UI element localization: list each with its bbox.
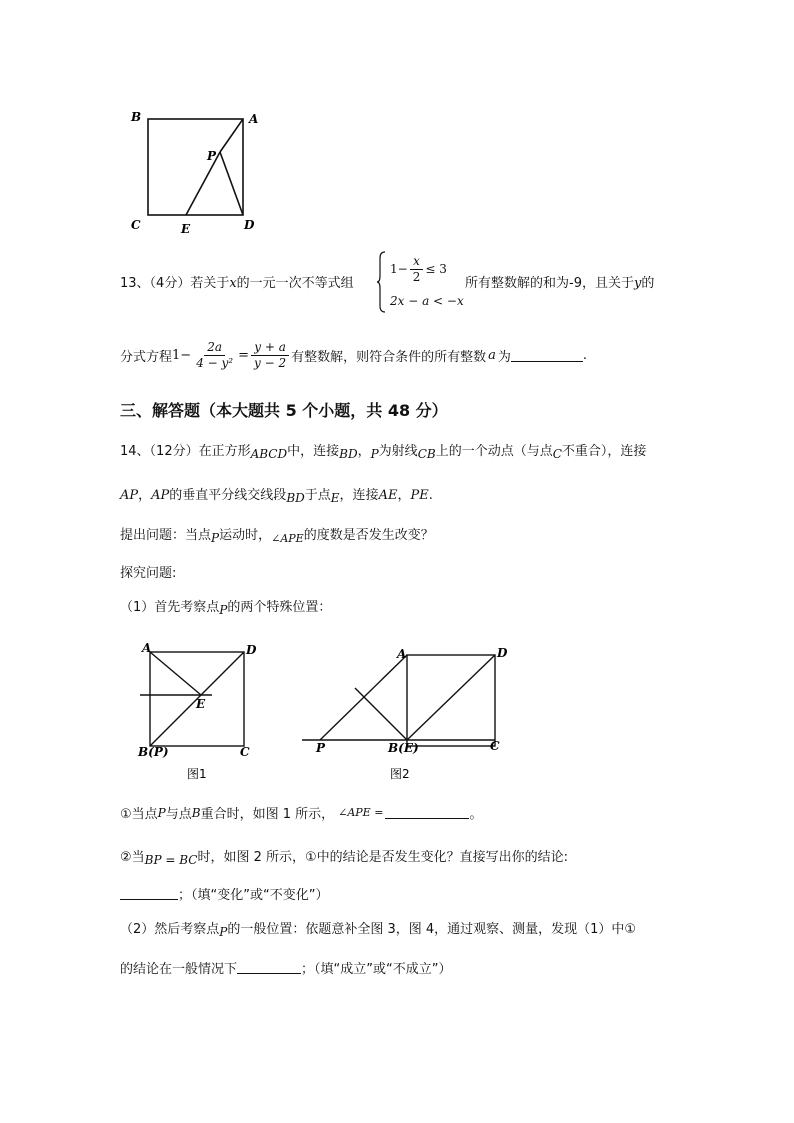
q13-line1-tail: 所有整数解的和为-9，且关于y的	[465, 276, 655, 291]
inequality-1: 1− $\frac{x}{2}$ ≤ 3	[390, 254, 447, 284]
q14-case2: ②当BP = BC时，如图 2 所示，①中的结论是否发生变化？直接写出你的结论:	[120, 850, 569, 867]
fig2-label-a: A	[397, 647, 407, 661]
q14-step2: （2）然后考察点P的一般位置：依题意补全图 3，图 4，通过观察、测量，发现（1）中①	[120, 922, 637, 939]
label-c: C	[131, 218, 141, 232]
q14-line1: 14、（12分）在正方形ABCD中，连接BD，P为射线CB上的一个动点（与点C不重合），连接	[120, 444, 647, 461]
fig2-label-be: B(E)	[388, 741, 419, 755]
answer-blank-change[interactable]	[120, 887, 178, 900]
fig1-caption: 图1	[187, 767, 207, 781]
inequality-2: 2x − a < −x	[390, 294, 464, 308]
fig1-label-a: A	[142, 641, 152, 655]
fig2-caption: 图2	[390, 767, 410, 781]
q14-line2: AP，AP的垂直平分线交线段BD于点E，连接AE，PE.	[120, 488, 433, 505]
q14-case2-answer: ；（填“变化”或“不变化”）	[120, 884, 328, 903]
fig2-label-c: C	[490, 739, 500, 753]
fig1-label-bp: B(P)	[138, 745, 169, 759]
answer-blank-angle[interactable]	[385, 806, 469, 819]
figure-square-bapd	[125, 105, 265, 235]
fig2-label-p: P	[316, 741, 326, 755]
brace-icon	[376, 250, 386, 314]
q13-line1: 13、（4分）若关于x的一元一次不等式组	[120, 276, 354, 291]
q14-step2-answer: 的结论在一般情况下 ；（填“成立”或“不成立”）	[120, 962, 452, 977]
q14-case1: ①当点 P 与点 B 重合时，如图 1 所示， ∠APE = 。	[120, 805, 483, 822]
label-b: B	[131, 110, 142, 124]
section-3-title: 三、解答题（本大题共 5 个小题，共 48 分）	[120, 401, 448, 420]
segment-pa	[220, 119, 243, 152]
fig1-label-c: C	[240, 745, 250, 759]
q14-step1: （1）首先考察点P的两个特殊位置：	[120, 600, 332, 617]
square-outline	[148, 119, 243, 215]
label-e: E	[181, 222, 191, 235]
label-p: P	[207, 149, 217, 163]
segment-pd	[220, 152, 243, 215]
fig1-segment-ae	[150, 652, 201, 695]
q14-explore: 探究问题:	[120, 566, 177, 581]
fig2-diagonal-bd	[407, 655, 495, 740]
answer-blank-q13[interactable]	[511, 349, 583, 362]
figure-1	[132, 640, 272, 785]
q14-question: 提出问题：当点P运动时，$_{\angle APE}$的度数是否发生改变？	[120, 528, 434, 545]
fig1-label-d: D	[246, 643, 257, 657]
fig2-label-d: D	[497, 646, 508, 660]
fig2-bisector	[355, 688, 407, 740]
fig1-label-e: E	[196, 697, 206, 711]
label-a: A	[249, 112, 259, 126]
q13-line2: 分式方程 1− $\frac{2a}{\text{4 − y²}}$ = $\frac{y + a}{y - 2}$ 有整数解，则符合条件的所有整数 a 为 .	[120, 340, 588, 370]
inequality-system	[376, 250, 462, 314]
q13-number: 13、（4分）若关于	[120, 276, 230, 291]
figure-2	[300, 640, 515, 785]
label-d: D	[244, 218, 255, 232]
answer-blank-hold[interactable]	[237, 961, 301, 974]
